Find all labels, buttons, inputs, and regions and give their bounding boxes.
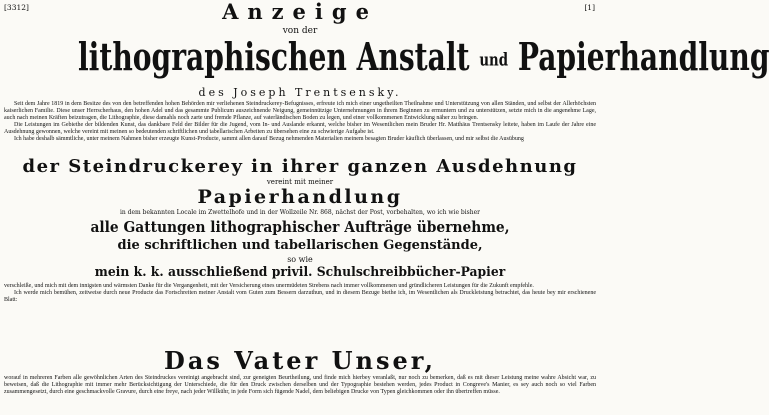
headline-alle-gattungen: alle Gattungen lithographischer Aufträge übernehme, <box>90 218 510 236</box>
headline-schulschreibbuecher: mein k. k. ausschließend privil. Schulschreibbücher-Papier <box>94 265 506 280</box>
paragraph-6: worauf in mehreren Farben alle gewöhnlichen Arten des Steindruckes vereinigt angebracht sind, zur geneigten Beurtheilung, und finde mich hierbey veranlaßt, nur noch zu bemerken, daß es mit dieser Leistung meine wahre Absicht war, zu beweisen, daß die Lithographie mit immer mehr Berücksichtigung der Unterschiede, die für den Druck zwischen derselben und der Typographie bestehen werden, jedes Product in Congreve's Manier, es sey auch noch so viel Farben zusammengesetzt, durch eine geschmackvolle Gravure, durch eine freye, nach jeder Willkühr, in jede Form sich fügende Nadel, dem beliebigen Drucke von Typen gleichkommen oder ihn übertreffen müsse. <box>4 375 596 396</box>
main-title-part-2: Papierhandlung <box>517 34 769 79</box>
line-vereint: vereint mit meiner <box>266 178 334 186</box>
title-owner: des Joseph Trentsensky. <box>198 86 402 99</box>
paragraph-4: verschleiße, und mich mit dem innigsten und wärmsten Danke für die Vergangenheit, mit der Versicherung eines unermüdeten Strebens nach immer vollkommenen und gründlicheren Leistungen für die Zukunft empfehle. <box>4 283 534 289</box>
line-so-wie: so wie <box>287 255 313 264</box>
intro-block <box>0 101 600 144</box>
paragraph-1: Seit dem Jahre 1819 in dem Besitze des von den betreffenden hohen Behörden mir verliehenen Steindruckerey-Befugnisses, erfreute ich mich einer ungetheilten Theilnahme und Unterstützung von allen Ständen, und selbst der Allerhöchsten kaiserlichen Familie. Diese unser Herrscherhaus, den hohen Adel und das gesammte Publicum auszeichnende Neigung, gemeinnützige Unternehmungen in ihrem Beginnen zu ermuntern und zu unterstützen, setzte mich in die angenehme Lage, auch nach meinen Kräften beizutragen, die Lithographie, diese damahls noch zarte und fremde Pflanze, auf vaterländischen Boden zu legen, und einer vollkommenen Entwicklung näher zu bringen. <box>4 101 596 122</box>
headline-schriftlichen: die schriftlichen und tabellarischen Gegenstände, <box>117 238 483 253</box>
headline-papierhandlung: Papierhandlung <box>197 186 403 208</box>
paragraph-5: Ich werde mich bemühen, zeitweise durch neue Producte das Fortschreiten meiner Anstalt vom Guten zum Bessern darzuthun, und in diesem Bezuge biethe ich, im Wesentlichen als Druckleistung betrachtet, das heute bey mir erschienene Blatt: <box>4 290 596 304</box>
page-number-right: [1] <box>584 3 595 12</box>
line-bekannt: in dem bekannten Locale im Zwettelhofe und in der Wollzeile Nr. 868, nächst der Post, vorbehalten, wo ich wie bisher <box>119 209 481 216</box>
main-title-part-1: lithographischen Anstalt <box>78 34 470 79</box>
headline-steindruckerey: der Steindruckerey in ihrer ganzen Ausdehnung <box>22 156 578 177</box>
title-anzeige: Anzeige <box>222 0 378 24</box>
page-number-left: [3312] <box>4 3 29 12</box>
title-von-der: von der <box>282 26 318 36</box>
middle-block <box>0 283 600 304</box>
main-title <box>78 33 769 85</box>
closing-block <box>0 375 600 396</box>
paragraph-3: Ich habe deshalb sämmtliche, unter meinem Nahmen bisher erzeugte Kunst-Producte, sammt allen darauf Bezug nehmenden Materialien meinem besagten Bruder käuflich überlassen, und mir selbst die Ausübung <box>14 136 524 143</box>
paragraph-2: Die Leistungen im Gebiethe der bildenden Kunst, das dankbare Feld der Bilder für die Jugend, vom In- und Auslande erkannt, welche bisher im Wesentlichen mein Bruder Hr. Matthäus Trentsensky leitete, haben im Laufe der Jahre eine Ausdehnung gewonnen, welche vereint mit meinen so bedeutenden schriftlichen und tabellarischen Arbeiten zu übersehen eine zu schwierige Aufgabe ist. <box>4 122 596 136</box>
main-title-und: und <box>479 49 509 71</box>
headline-vater-unser: Das Vater Unser, <box>164 346 436 375</box>
